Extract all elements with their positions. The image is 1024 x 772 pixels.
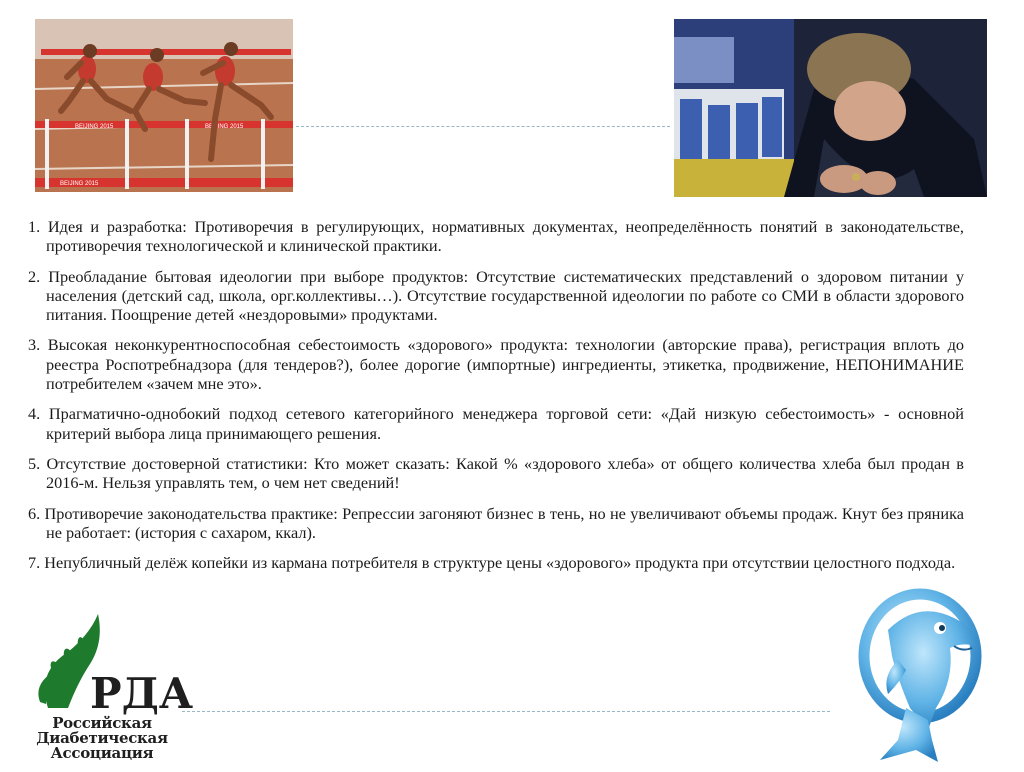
- list-item: 6. Противоречие законодательства практике: Репрессии загоняют бизнес в тень, но не увеличивают объемы продаж. Кнут без пряника не работает: (история с сахаром, ккал).: [28, 503, 964, 542]
- slide-body: [28, 217, 964, 583]
- list-item: 3. Высокая неконкурентноспособная себестоимость «здорового» продукта: технологии (авторские права), регистрация вплоть до реестра Роспотребнадзора (для тендеров?), более дорогие (импортные) ингредиенты, этикетка, продвижение, НЕПОНИМАНИЕ потребителем «зачем мне это».: [28, 335, 964, 394]
- list-item: 1. Идея и разработка: Противоречия в регулирующих, нормативных документах, неопределённость понятий в законодательстве, противоречия технологической и клинической практики.: [28, 217, 964, 256]
- dolphin-mascot-icon: [858, 590, 988, 767]
- logo-monogram: РДА: [90, 669, 194, 718]
- logo-line: Диабетическая: [36, 729, 168, 747]
- list-item: 5. Отсутствие достоверной статистики: Кто может сказать: Какой % «здорового хлеба» от общего количества хлеба был продан в 2016-м. Нельзя управлять тем, о чем нет сведений!: [28, 453, 964, 493]
- logo-line: Российская: [52, 714, 152, 732]
- list-item: 7. Непубличный делёж копейки из кармана потребителя в структуре цены «здорового» продукта при отсутствии целостного подхода.: [28, 553, 956, 573]
- list-item: 4. Прагматично-однобокий подход сетевого категорийного менеджера торговой сети: «Дай низкую себестоимость» - основной критерий выбора лица принимающего решения.: [28, 404, 964, 443]
- shopping-photo: [674, 19, 987, 197]
- signage-text: BEIJING 2015: [75, 124, 114, 130]
- top-divider: [296, 126, 670, 127]
- signage-text: BEIJING 2015: [205, 124, 244, 130]
- hurdles-photo: [35, 19, 293, 192]
- list-item: 2. Преобладание бытовая идеологии при выборе продуктов: Отсутствие систематических представлений о здоровом питании у населения (детский сад, школа, орг.коллективы…). Отсутствие государственной идеологии по работе со СМИ в области здорового питания. Поощрение детей «нездоровыми» продуктами.: [28, 266, 964, 325]
- signage-text: BEIJING 2015: [60, 181, 99, 187]
- logo-emblem-icon: [28, 612, 194, 718]
- bottom-divider: [182, 711, 830, 712]
- rda-logo: [28, 612, 194, 764]
- logo-line: Ассоциация: [50, 744, 154, 762]
